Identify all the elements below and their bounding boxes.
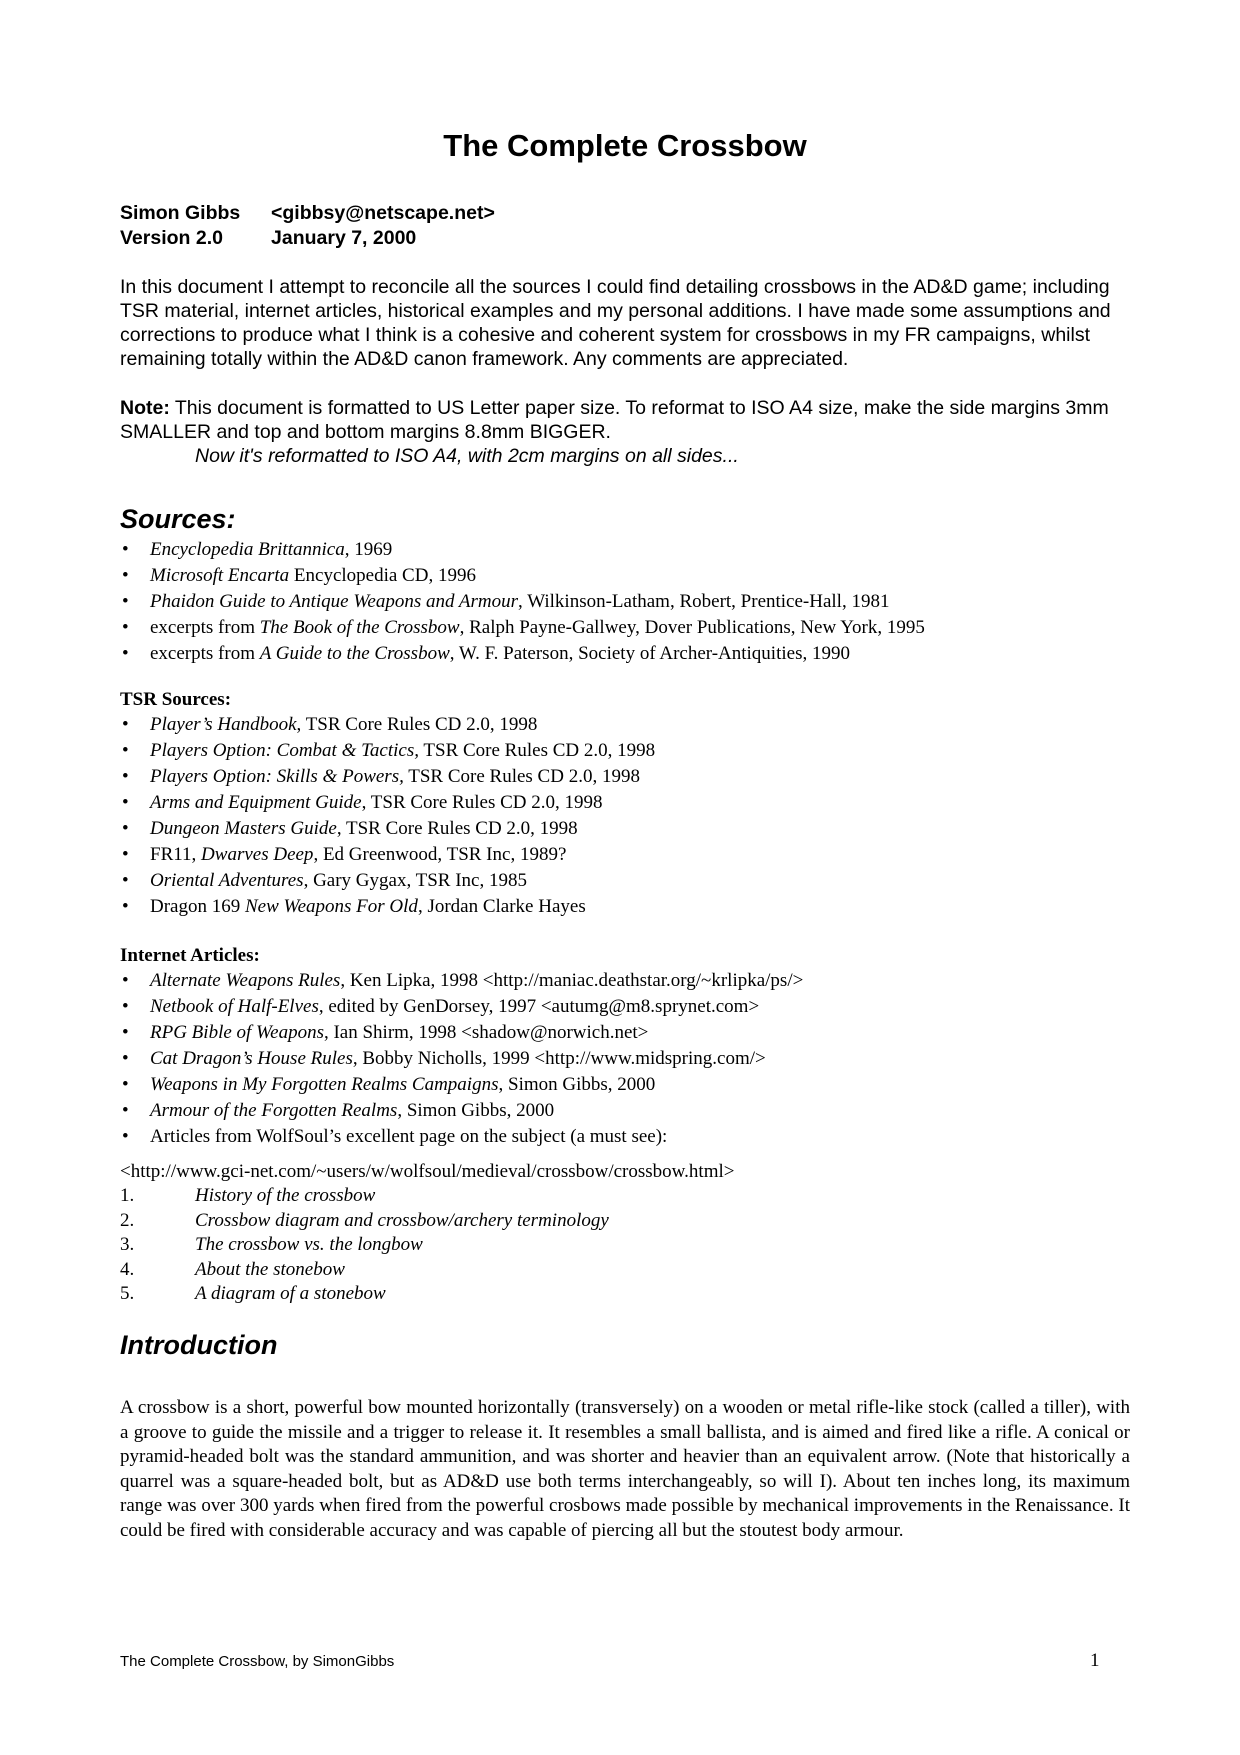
bullet-icon: • bbox=[122, 740, 129, 761]
article-link-item[interactable] bbox=[120, 1233, 1130, 1258]
page-number: 1 bbox=[1090, 1650, 1100, 1671]
item-title: Microsoft Encarta bbox=[150, 565, 290, 586]
item-title: RPG Bible of Weapons bbox=[150, 1022, 324, 1043]
bullet-icon: • bbox=[122, 844, 129, 865]
version-row bbox=[120, 226, 495, 251]
item-text: , Ed Greenwood, TSR Inc, 1989? bbox=[313, 844, 567, 865]
item-text: TSR Core Rules CD 2.0, 1998 bbox=[403, 766, 640, 787]
list-item bbox=[120, 994, 1130, 1020]
list-item bbox=[120, 1046, 1130, 1072]
item-text: , Ken Lipka, 1998 <http://maniac.deathstar.org/~krlipka/ps/> bbox=[340, 970, 804, 991]
item-title: Player’s Handbook bbox=[150, 714, 297, 735]
introduction-heading: Introduction bbox=[120, 1330, 278, 1360]
item-text: excerpts from bbox=[150, 617, 260, 638]
item-title: Players Option: Skills & Powers, bbox=[150, 766, 404, 787]
item-text: , Ian Shirm, 1998 <shadow@norwich.net> bbox=[323, 1022, 649, 1043]
item-title: Alternate Weapons Rules bbox=[150, 970, 341, 991]
bullet-icon: • bbox=[122, 996, 129, 1017]
intro-paragraph: In this document I attempt to reconcile all the sources I could find detailing crossbows in the AD&D game; including TSR material, internet articles, historical examples and my personal additions. I have made some assumptions and corrections to produce what I think is a cohesive and coherent system for crossbows in my FR campaigns, whilst remaining totally within the AD&D canon framework. Any comments are appreciated. bbox=[120, 276, 1111, 370]
item-title: The Book of the Crossbow bbox=[259, 617, 460, 638]
item-number: 4. bbox=[120, 1258, 135, 1280]
item-text: , Wilkinson-Latham, Robert, Prentice-Hall, 1981 bbox=[518, 591, 890, 612]
internet-articles-list bbox=[120, 968, 1130, 1150]
document-meta bbox=[120, 201, 495, 251]
item-number: 1. bbox=[120, 1185, 135, 1206]
list-item bbox=[120, 1020, 1130, 1046]
item-text: Encyclopedia CD, 1996 bbox=[289, 565, 476, 586]
note-label: Note: bbox=[120, 397, 170, 419]
bullet-icon: • bbox=[122, 1022, 129, 1043]
item-text: , Ralph Payne-Gallwey, Dover Publications, New York, 1995 bbox=[459, 617, 925, 638]
item-title: New Weapons For Old bbox=[244, 896, 418, 917]
item-text: Dragon 169 bbox=[150, 896, 245, 917]
author-email: <gibbsy@netscape.net> bbox=[271, 202, 495, 224]
bullet-icon: • bbox=[122, 818, 129, 839]
item-title: Players Option: Combat & Tactics, bbox=[150, 740, 419, 761]
bullet-icon: • bbox=[122, 870, 129, 891]
list-item bbox=[120, 537, 1130, 563]
item-title: Phaidon Guide to Antique Weapons and Armour bbox=[150, 591, 519, 612]
item-text: , TSR Core Rules CD 2.0, 1998 bbox=[296, 714, 538, 735]
article-title: A diagram of a stonebow bbox=[195, 1283, 386, 1304]
author-row bbox=[120, 201, 495, 226]
item-title: Armour of the Forgotten Realms bbox=[150, 1100, 398, 1121]
bullet-icon: • bbox=[122, 591, 129, 612]
item-title: Cat Dragon’s House Rules bbox=[150, 1048, 353, 1069]
format-note bbox=[120, 396, 1130, 468]
bullet-icon: • bbox=[122, 1126, 129, 1147]
note-text: This document is formatted to US Letter paper size. To reformat to ISO A4 size, make the side margins 3mm SMALLER and top and bottom margins 8.8mm BIGGER. bbox=[120, 397, 1109, 443]
item-text: , Bobby Nicholls, 1999 <http://www.midspring.com/> bbox=[352, 1048, 766, 1069]
item-number: 3. bbox=[120, 1234, 135, 1255]
internet-articles-heading: Internet Articles: bbox=[120, 945, 260, 966]
list-item bbox=[120, 842, 1130, 868]
item-text: , Jordan Clarke Hayes bbox=[417, 896, 586, 917]
article-title: About the stonebow bbox=[195, 1258, 345, 1280]
bullet-icon: • bbox=[122, 643, 129, 664]
list-item bbox=[120, 894, 1130, 920]
article-link-item[interactable] bbox=[120, 1184, 1130, 1209]
item-title: Dungeon Masters Guide bbox=[150, 818, 337, 839]
footer-title: The Complete Crossbow, by SimonGibbs bbox=[120, 1653, 395, 1670]
list-item bbox=[120, 738, 1130, 764]
list-item bbox=[120, 1072, 1130, 1098]
list-item bbox=[120, 790, 1130, 816]
article-link-item[interactable] bbox=[120, 1209, 1130, 1234]
wolfsoul-url[interactable]: <http://www.gci-net.com/~users/w/wolfsoul/medieval/crossbow/crossbow.html> bbox=[120, 1161, 735, 1182]
bullet-icon: • bbox=[122, 1048, 129, 1069]
item-text: Articles from WolfSoul’s excellent page on the subject (a must see): bbox=[150, 1126, 668, 1147]
note-addendum: Now it's reformatted to ISO A4, with 2cm margins on all sides... bbox=[195, 445, 739, 467]
list-item bbox=[120, 641, 1130, 667]
bullet-icon: • bbox=[122, 970, 129, 991]
bullet-icon: • bbox=[122, 1074, 129, 1095]
article-link-item[interactable] bbox=[120, 1258, 1130, 1283]
item-text: , Simon Gibbs, 2000 bbox=[498, 1074, 656, 1095]
version-date: January 7, 2000 bbox=[271, 227, 417, 249]
item-number: 2. bbox=[120, 1209, 135, 1231]
list-item bbox=[120, 1124, 1130, 1150]
sources-list bbox=[120, 537, 1130, 667]
wolfsoul-articles-list bbox=[120, 1184, 1130, 1307]
item-title: Arms and Equipment Guide bbox=[150, 792, 362, 813]
bullet-icon: • bbox=[122, 714, 129, 735]
list-item bbox=[120, 968, 1130, 994]
item-title: Dwarves Deep bbox=[201, 844, 314, 865]
bullet-icon: • bbox=[122, 792, 129, 813]
document-page bbox=[120, 0, 1130, 1755]
item-text: TSR Core Rules CD 2.0, 1998 bbox=[419, 740, 656, 761]
bullet-icon: • bbox=[122, 565, 129, 586]
item-title: Encyclopedia Brittannica bbox=[150, 539, 345, 560]
list-item bbox=[120, 816, 1130, 842]
item-text: excerpts from bbox=[150, 643, 260, 664]
item-number: 5. bbox=[120, 1283, 135, 1304]
list-item bbox=[120, 712, 1130, 738]
introduction-body: A crossbow is a short, powerful bow mounted horizontally (transversely) on a wooden or metal rifle-like stock (called a tiller), with a groove to guide the missile and a trigger to release it. It resembles a small ballista, and is aimed and fired like a rifle. A conical or pyramid-headed bolt was the standard ammunition, and was shorter and heavier than an equivalent arrow. (Note that historically a quarrel was a square-headed bolt, but as AD&D use both terms interchangeably, so will I). About ten inches long, its maximum range was over 300 yards when fired from the powerful crosbows made possible by mechanical improvements in the Renaissance. It could be fired with considerable accuracy and was capable of piercing all but the stoutest body armour. bbox=[120, 1397, 1130, 1541]
tsr-sources-list bbox=[120, 712, 1130, 920]
bullet-icon: • bbox=[122, 766, 129, 787]
list-item bbox=[120, 615, 1130, 641]
bullet-icon: • bbox=[122, 539, 129, 560]
item-title: Netbook of Half-Elves bbox=[150, 996, 319, 1017]
list-item bbox=[120, 868, 1130, 894]
item-text: FR11, bbox=[150, 844, 202, 865]
item-text: , TSR Core Rules CD 2.0, 1998 bbox=[361, 792, 603, 813]
item-title: Weapons in My Forgotten Realms Campaigns bbox=[150, 1074, 499, 1095]
item-text: , edited by GenDorsey, 1997 <autumg@m8.sprynet.com> bbox=[318, 996, 760, 1017]
item-text: , 1969 bbox=[344, 539, 393, 560]
item-text: , Simon Gibbs, 2000 bbox=[397, 1100, 555, 1121]
item-text: , Gary Gygax, TSR Inc, 1985 bbox=[303, 870, 527, 891]
article-title: Crossbow diagram and crossbow/archery terminology bbox=[195, 1209, 609, 1231]
list-item bbox=[120, 563, 1130, 589]
list-item bbox=[120, 1098, 1130, 1124]
bullet-icon: • bbox=[122, 1100, 129, 1121]
bullet-icon: • bbox=[122, 896, 129, 917]
item-title: A Guide to the Crossbow bbox=[259, 643, 450, 664]
item-title: Oriental Adventures bbox=[150, 870, 304, 891]
sources-heading: Sources: bbox=[120, 504, 236, 534]
list-item bbox=[120, 764, 1130, 790]
document-title: The Complete Crossbow bbox=[443, 128, 807, 163]
bullet-icon: • bbox=[122, 617, 129, 638]
list-item bbox=[120, 589, 1130, 615]
version-label: Version 2.0 bbox=[120, 227, 223, 249]
item-text: , TSR Core Rules CD 2.0, 1998 bbox=[336, 818, 578, 839]
article-title: History of the crossbow bbox=[195, 1185, 376, 1206]
item-text: , W. F. Paterson, Society of Archer-Antiquities, 1990 bbox=[449, 643, 850, 664]
article-title: The crossbow vs. the longbow bbox=[195, 1234, 423, 1255]
tsr-sources-heading: TSR Sources: bbox=[120, 689, 232, 710]
author-name: Simon Gibbs bbox=[120, 202, 241, 224]
article-link-item[interactable] bbox=[120, 1282, 1130, 1307]
